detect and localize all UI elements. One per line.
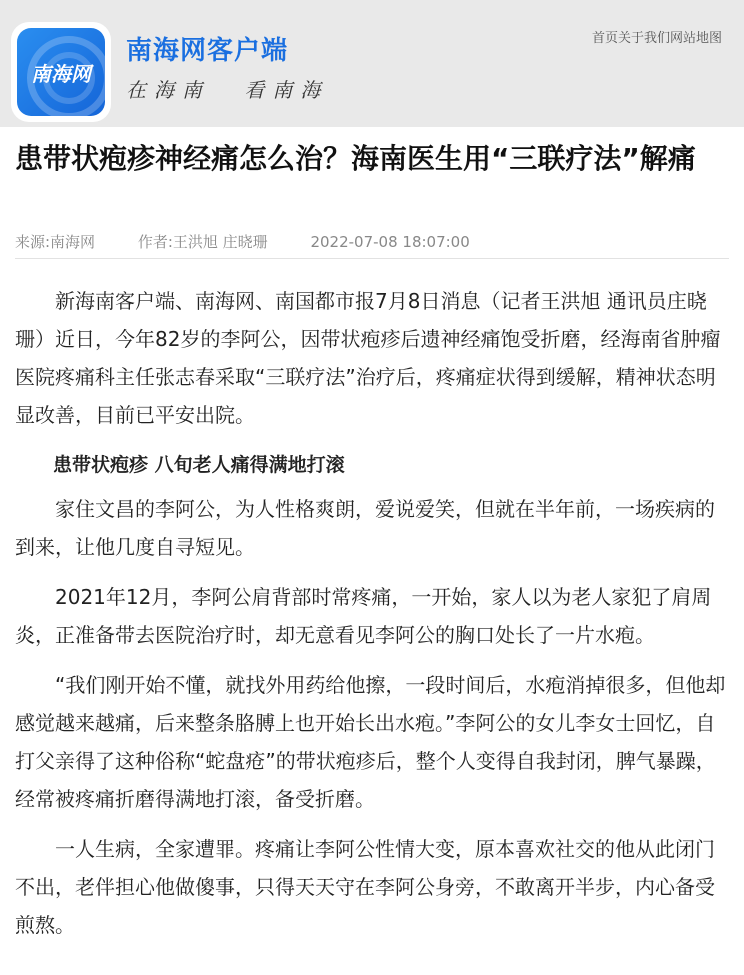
top-nav: [592, 27, 722, 46]
paragraph: “我们刚开始不懂，就找外用药给他擦，一段时间后，水疱消掉很多，但他却感觉越来越痛，后来整条胳膊上也开始长出水疱。”李阿公的女儿李女士回忆，自打父亲得了这种俗称“蛇盘疮”的带状疱疹后，整个人变得自我封闭，脾气暴躁，经常被疼痛折磨得满地打滚，备受折磨。: [15, 673, 726, 811]
nav-link-about[interactable]: 关于我们: [617, 31, 670, 46]
slogan: 在海南 看南海: [126, 78, 329, 102]
section-heading: 患带状疱疹 八旬老人痛得满地打滚: [53, 454, 345, 476]
article-author: 作者:王洪旭 庄晓珊: [137, 233, 268, 251]
article-source: 来源:南海网: [15, 233, 96, 251]
brand-name: 南海网客户端: [126, 36, 289, 66]
article-body: [15, 282, 729, 956]
paragraph: 2021年12月，李阿公肩背部时常疼痛，一开始，家人以为老人家犯了肩周炎，正准备带去医院治疗时，却无意看见李阿公的胸口处长了一片水疱。: [15, 585, 712, 647]
site-header: [0, 0, 744, 127]
logo-badge: [17, 28, 105, 116]
divider: [15, 258, 729, 259]
paragraph: 一人生病，全家遭罪。疼痛让李阿公性情大变，原本喜欢社交的他从此闭门不出，老伴担心他做傻事，只得天天守在李阿公身旁，不敢离开半步，内心备受煎熬。: [15, 837, 715, 937]
paragraph: 家住文昌的李阿公，为人性格爽朗，爱说爱笑，但就在半年前，一场疾病的到来，让他几度自寻短见。: [15, 497, 715, 559]
nav-link-home[interactable]: 首页: [591, 31, 618, 46]
nav-link-sitemap[interactable]: 网站地图: [669, 31, 722, 46]
app-logo[interactable]: [11, 22, 111, 122]
logo-text: 南海网: [31, 62, 91, 86]
article-datetime: 2022-07-08 18:07:00: [310, 233, 470, 251]
article-meta: [15, 231, 508, 252]
paragraph: 新海南客户端、南海网、南国都市报7月8日消息（记者王洪旭 通讯员庄晓珊）近日，今年82岁的李阿公，因带状疱疹后遗神经痛饱受折磨，经海南省肿瘤医院疼痛科主任张志春采取“三联疗法”治疗后，疼痛症状得到缓解，精神状态明显改善，目前已平安出院。: [15, 289, 721, 427]
article-title: 患带状疱疹神经痛怎么治？海南医生用“三联疗法”解痛: [15, 142, 696, 175]
